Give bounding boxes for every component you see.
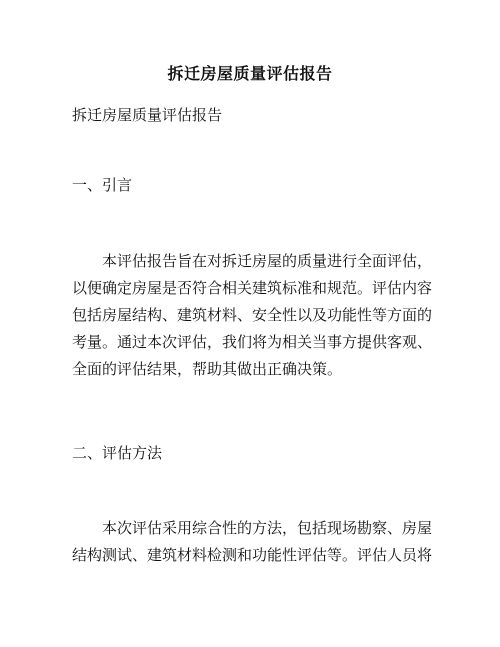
- paragraph-line: 以便确定房屋是否符合相关建筑标准和规范。评估内容: [72, 279, 433, 297]
- paragraph-line: 包括房屋结构、建筑材料、安全性以及功能性等方面的: [72, 306, 433, 324]
- paragraph-method: [72, 515, 432, 569]
- paragraph-line: 结构测试、建筑材料检测和功能性评估等。评估人员将: [72, 546, 433, 564]
- paragraph-line: 全面的评估结果，帮助其做出正确决策。: [72, 360, 343, 378]
- document-title: 拆迁房屋质量评估报告: [167, 64, 333, 83]
- paragraph-line: 考量。通过本次评估，我们将为相关当事方提供客观、: [72, 333, 433, 351]
- document-subtitle: 拆迁房屋质量评估报告: [72, 106, 223, 124]
- section-heading-introduction: 一、引言: [72, 176, 133, 194]
- section-heading-method: 二、评估方法: [72, 444, 163, 462]
- paragraph-line: 本评估报告旨在对拆迁房屋的质量进行全面评估，: [102, 252, 433, 270]
- paragraph-line: 本次评估采用综合性的方法，包括现场勘察、房屋: [102, 519, 433, 537]
- paragraph-introduction: [72, 248, 432, 383]
